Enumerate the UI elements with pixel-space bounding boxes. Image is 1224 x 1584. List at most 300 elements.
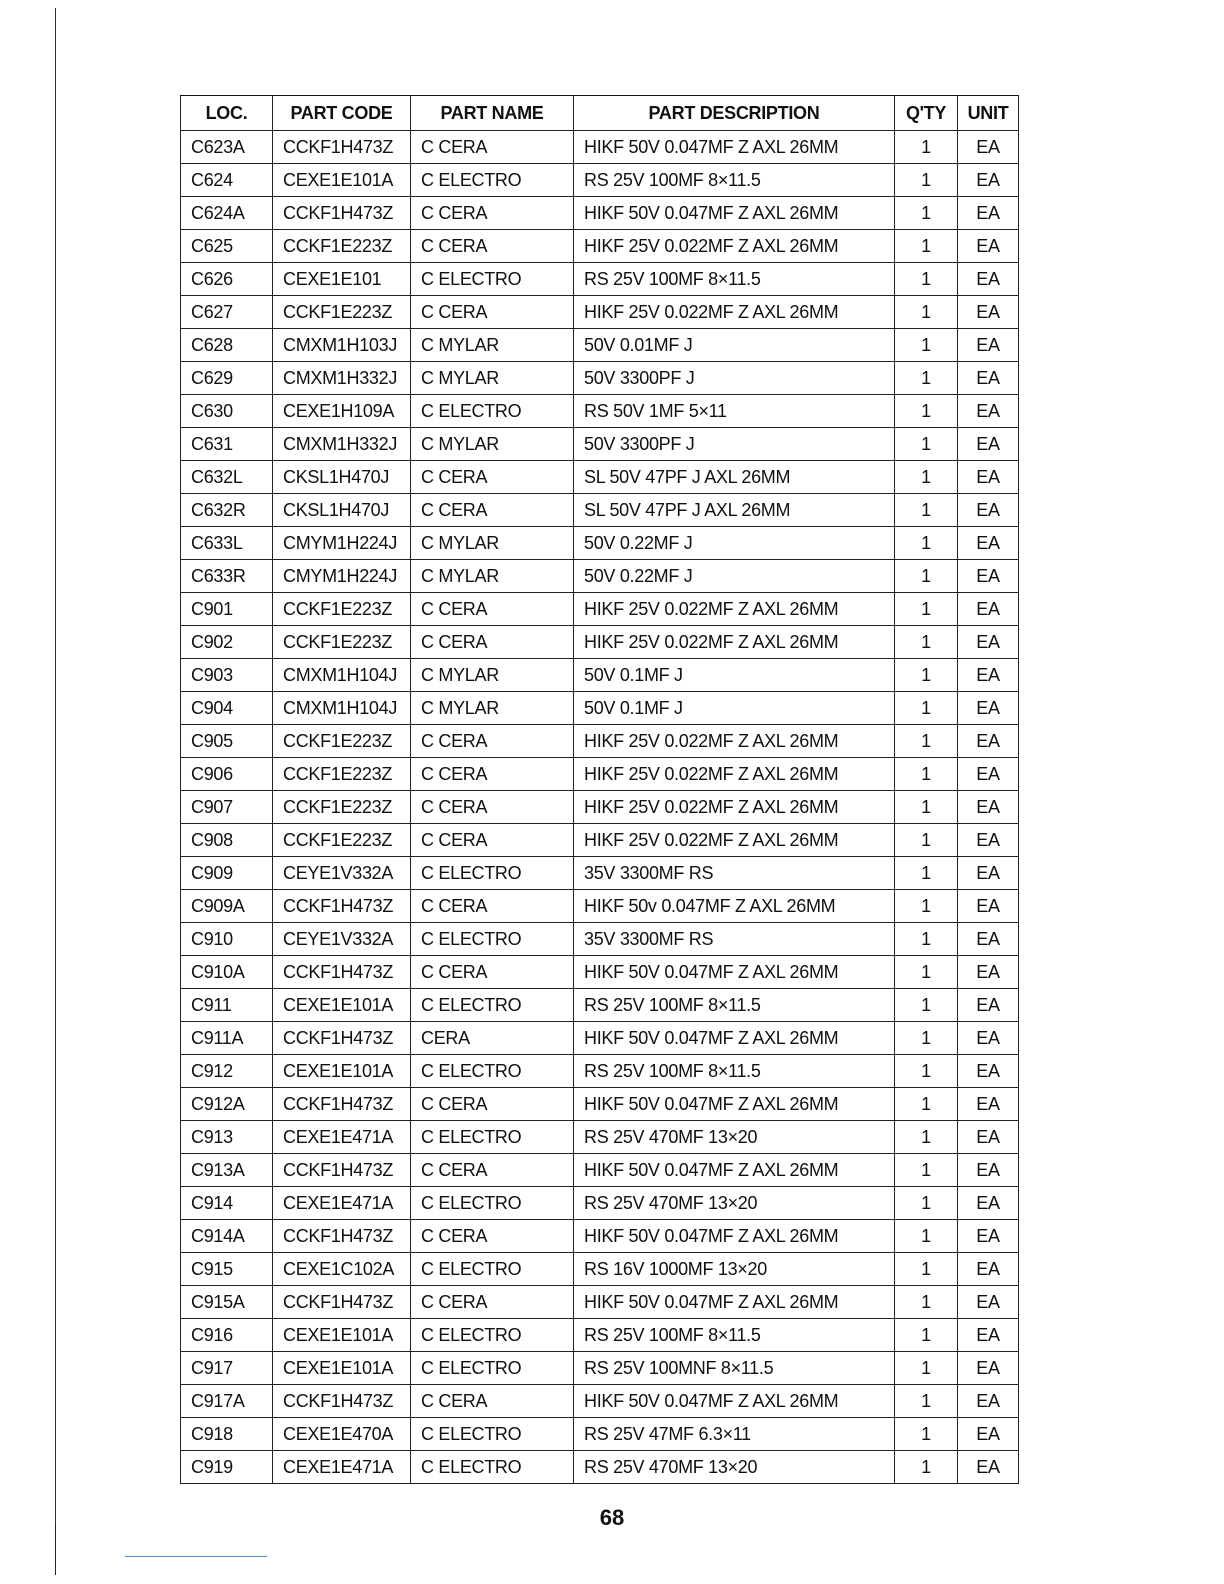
cell-loc: C909	[181, 857, 273, 890]
header-part-name: PART NAME	[411, 96, 574, 131]
cell-qty: 1	[895, 230, 958, 263]
cell-part-name: C CERA	[411, 296, 574, 329]
cell-part-description: HIKF 50V 0.047MF Z AXL 26MM	[574, 1220, 895, 1253]
table-row	[181, 1187, 1019, 1220]
cell-part-code: CEXE1E101A	[273, 1319, 411, 1352]
table-row	[181, 197, 1019, 230]
cell-loc: C917A	[181, 1385, 273, 1418]
cell-part-description: HIKF 50V 0.047MF Z AXL 26MM	[574, 1022, 895, 1055]
cell-part-description: 50V 0.22MF J	[574, 527, 895, 560]
cell-part-code: CMYM1H224J	[273, 527, 411, 560]
cell-part-code: CCKF1E223Z	[273, 230, 411, 263]
cell-part-name: C CERA	[411, 461, 574, 494]
cell-unit: EA	[958, 1418, 1019, 1451]
header-part-code: PART CODE	[273, 96, 411, 131]
cell-qty: 1	[895, 692, 958, 725]
cell-unit: EA	[958, 197, 1019, 230]
cell-unit: EA	[958, 626, 1019, 659]
cell-part-name: C ELECTRO	[411, 1121, 574, 1154]
cell-part-description: RS 25V 100MF 8×11.5	[574, 164, 895, 197]
table-row	[181, 494, 1019, 527]
cell-qty: 1	[895, 890, 958, 923]
cell-qty: 1	[895, 1187, 958, 1220]
table-row	[181, 1121, 1019, 1154]
cell-part-name: C ELECTRO	[411, 1187, 574, 1220]
cell-loc: C630	[181, 395, 273, 428]
table-row	[181, 923, 1019, 956]
table-row	[181, 1022, 1019, 1055]
cell-part-name: C ELECTRO	[411, 263, 574, 296]
cell-unit: EA	[958, 791, 1019, 824]
cell-part-description: HIKF 50V 0.047MF Z AXL 26MM	[574, 1154, 895, 1187]
cell-loc: C901	[181, 593, 273, 626]
cell-qty: 1	[895, 362, 958, 395]
cell-loc: C911A	[181, 1022, 273, 1055]
table-row	[181, 1418, 1019, 1451]
cell-part-description: RS 25V 100MF 8×11.5	[574, 263, 895, 296]
cell-qty: 1	[895, 1286, 958, 1319]
cell-part-name: C CERA	[411, 824, 574, 857]
cell-part-description: RS 25V 470MF 13×20	[574, 1451, 895, 1484]
cell-part-name: C CERA	[411, 1088, 574, 1121]
cell-unit: EA	[958, 131, 1019, 164]
cell-qty: 1	[895, 593, 958, 626]
cell-unit: EA	[958, 230, 1019, 263]
cell-qty: 1	[895, 329, 958, 362]
cell-part-code: CEXE1E101A	[273, 1055, 411, 1088]
cell-unit: EA	[958, 1187, 1019, 1220]
cell-part-name: C CERA	[411, 626, 574, 659]
cell-loc: C919	[181, 1451, 273, 1484]
cell-part-name: C CERA	[411, 1385, 574, 1418]
cell-loc: C627	[181, 296, 273, 329]
cell-part-code: CEXE1E471A	[273, 1187, 411, 1220]
cell-unit: EA	[958, 1319, 1019, 1352]
cell-qty: 1	[895, 1451, 958, 1484]
cell-part-description: HIKF 50V 0.047MF Z AXL 26MM	[574, 1088, 895, 1121]
cell-part-description: HIKF 25V 0.022MF Z AXL 26MM	[574, 296, 895, 329]
cell-part-name: C CERA	[411, 890, 574, 923]
cell-part-code: CCKF1E223Z	[273, 725, 411, 758]
cell-loc: C913	[181, 1121, 273, 1154]
page-number: 68	[599, 1505, 625, 1530]
cell-part-name: C CERA	[411, 131, 574, 164]
cell-loc: C914A	[181, 1220, 273, 1253]
cell-loc: C625	[181, 230, 273, 263]
header-part-description: PART DESCRIPTION	[574, 96, 895, 131]
cell-part-name: C MYLAR	[411, 692, 574, 725]
cell-unit: EA	[958, 1154, 1019, 1187]
cell-qty: 1	[895, 725, 958, 758]
cell-part-name: C CERA	[411, 1220, 574, 1253]
table-row	[181, 758, 1019, 791]
cell-part-name: C CERA	[411, 1154, 574, 1187]
cell-part-code: CCKF1E223Z	[273, 593, 411, 626]
cell-part-code: CEXE1E101A	[273, 1352, 411, 1385]
cell-part-name: C CERA	[411, 758, 574, 791]
cell-loc: C910	[181, 923, 273, 956]
cell-unit: EA	[958, 692, 1019, 725]
cell-part-name: C ELECTRO	[411, 1319, 574, 1352]
cell-part-code: CCKF1H473Z	[273, 956, 411, 989]
cell-unit: EA	[958, 1121, 1019, 1154]
table-row	[181, 956, 1019, 989]
table-row	[181, 593, 1019, 626]
cell-qty: 1	[895, 296, 958, 329]
cell-loc: C633L	[181, 527, 273, 560]
table-row	[181, 1286, 1019, 1319]
cell-loc: C906	[181, 758, 273, 791]
cell-qty: 1	[895, 428, 958, 461]
cell-part-description: HIKF 50V 0.047MF Z AXL 26MM	[574, 197, 895, 230]
binding-margin-line	[55, 8, 56, 1568]
cell-loc: C918	[181, 1418, 273, 1451]
cell-part-description: RS 25V 47MF 6.3×11	[574, 1418, 895, 1451]
table-row	[181, 164, 1019, 197]
cell-unit: EA	[958, 1253, 1019, 1286]
cell-loc: C910A	[181, 956, 273, 989]
cell-unit: EA	[958, 1385, 1019, 1418]
cell-part-description: 50V 3300PF J	[574, 428, 895, 461]
cell-part-description: HIKF 50V 0.047MF Z AXL 26MM	[574, 956, 895, 989]
cell-qty: 1	[895, 263, 958, 296]
cell-part-description: HIKF 25V 0.022MF Z AXL 26MM	[574, 626, 895, 659]
cell-qty: 1	[895, 791, 958, 824]
cell-loc: C624	[181, 164, 273, 197]
table-row	[181, 725, 1019, 758]
cell-qty: 1	[895, 1121, 958, 1154]
table-row	[181, 395, 1019, 428]
cell-part-description: 35V 3300MF RS	[574, 857, 895, 890]
cell-part-code: CCKF1H473Z	[273, 197, 411, 230]
table-row	[181, 131, 1019, 164]
cell-unit: EA	[958, 956, 1019, 989]
cell-qty: 1	[895, 1220, 958, 1253]
cell-unit: EA	[958, 890, 1019, 923]
cell-qty: 1	[895, 1022, 958, 1055]
cell-part-name: C ELECTRO	[411, 1451, 574, 1484]
cell-loc: C629	[181, 362, 273, 395]
header-row	[181, 96, 1019, 131]
cell-unit: EA	[958, 263, 1019, 296]
cell-part-name: CERA	[411, 1022, 574, 1055]
cell-part-code: CCKF1H473Z	[273, 1154, 411, 1187]
table-row	[181, 1352, 1019, 1385]
cell-part-description: RS 25V 100MF 8×11.5	[574, 1319, 895, 1352]
cell-part-code: CEXE1E471A	[273, 1451, 411, 1484]
cell-loc: C632R	[181, 494, 273, 527]
cell-part-name: C MYLAR	[411, 560, 574, 593]
cell-loc: C909A	[181, 890, 273, 923]
cell-part-code: CEYE1V332A	[273, 923, 411, 956]
cell-loc: C915	[181, 1253, 273, 1286]
cell-part-code: CCKF1E223Z	[273, 791, 411, 824]
cell-loc: C905	[181, 725, 273, 758]
cell-part-description: SL 50V 47PF J AXL 26MM	[574, 461, 895, 494]
cell-unit: EA	[958, 923, 1019, 956]
cell-part-code: CMXM1H104J	[273, 659, 411, 692]
cell-loc: C626	[181, 263, 273, 296]
cell-loc: C912	[181, 1055, 273, 1088]
cell-part-name: C ELECTRO	[411, 857, 574, 890]
cell-part-code: CCKF1H473Z	[273, 890, 411, 923]
cell-part-description: 50V 0.22MF J	[574, 560, 895, 593]
cell-qty: 1	[895, 989, 958, 1022]
cell-qty: 1	[895, 131, 958, 164]
cell-unit: EA	[958, 560, 1019, 593]
cell-unit: EA	[958, 1088, 1019, 1121]
cell-part-code: CEXE1H109A	[273, 395, 411, 428]
cell-qty: 1	[895, 560, 958, 593]
cell-loc: C917	[181, 1352, 273, 1385]
cell-part-description: HIKF 50V 0.047MF Z AXL 26MM	[574, 131, 895, 164]
cell-unit: EA	[958, 362, 1019, 395]
cell-part-description: 50V 0.01MF J	[574, 329, 895, 362]
cell-part-description: HIKF 25V 0.022MF Z AXL 26MM	[574, 725, 895, 758]
cell-part-code: CCKF1E223Z	[273, 824, 411, 857]
cell-part-code: CMXM1H103J	[273, 329, 411, 362]
cell-part-name: C ELECTRO	[411, 1352, 574, 1385]
cell-qty: 1	[895, 164, 958, 197]
cell-unit: EA	[958, 1220, 1019, 1253]
cell-part-code: CCKF1H473Z	[273, 1385, 411, 1418]
cell-part-name: C CERA	[411, 725, 574, 758]
cell-unit: EA	[958, 527, 1019, 560]
cell-part-code: CEXE1E471A	[273, 1121, 411, 1154]
cell-qty: 1	[895, 956, 958, 989]
cell-part-name: C ELECTRO	[411, 395, 574, 428]
cell-part-description: SL 50V 47PF J AXL 26MM	[574, 494, 895, 527]
cell-part-name: C CERA	[411, 230, 574, 263]
cell-qty: 1	[895, 1055, 958, 1088]
table-row	[181, 626, 1019, 659]
cell-part-code: CEXE1E101A	[273, 164, 411, 197]
cell-qty: 1	[895, 1319, 958, 1352]
cell-loc: C916	[181, 1319, 273, 1352]
cell-loc: C633R	[181, 560, 273, 593]
cell-part-description: RS 25V 100MNF 8×11.5	[574, 1352, 895, 1385]
cell-part-description: HIKF 50V 0.047MF Z AXL 26MM	[574, 1286, 895, 1319]
table-row	[181, 890, 1019, 923]
cell-loc: C631	[181, 428, 273, 461]
cell-part-description: HIKF 25V 0.022MF Z AXL 26MM	[574, 824, 895, 857]
table-row	[181, 230, 1019, 263]
cell-part-description: RS 50V 1MF 5×11	[574, 395, 895, 428]
cell-part-name: C CERA	[411, 956, 574, 989]
table-row	[181, 560, 1019, 593]
cell-unit: EA	[958, 164, 1019, 197]
cell-unit: EA	[958, 1055, 1019, 1088]
table-row	[181, 263, 1019, 296]
cell-qty: 1	[895, 527, 958, 560]
cell-part-code: CMXM1H332J	[273, 428, 411, 461]
table-row	[181, 428, 1019, 461]
cell-qty: 1	[895, 758, 958, 791]
cell-part-name: C CERA	[411, 791, 574, 824]
cell-part-code: CCKF1H473Z	[273, 1220, 411, 1253]
cell-qty: 1	[895, 1418, 958, 1451]
table-row	[181, 692, 1019, 725]
table-row	[181, 296, 1019, 329]
cell-part-name: C ELECTRO	[411, 1055, 574, 1088]
cell-part-description: HIKF 25V 0.022MF Z AXL 26MM	[574, 791, 895, 824]
cell-part-description: HIKF 25V 0.022MF Z AXL 26MM	[574, 230, 895, 263]
cell-qty: 1	[895, 1088, 958, 1121]
cell-part-name: C MYLAR	[411, 659, 574, 692]
cell-unit: EA	[958, 1022, 1019, 1055]
cell-loc: C628	[181, 329, 273, 362]
table-row	[181, 791, 1019, 824]
cell-part-code: CCKF1H473Z	[273, 1088, 411, 1121]
table-header	[181, 96, 1019, 131]
cell-part-code: CEXE1E470A	[273, 1418, 411, 1451]
cell-part-name: C MYLAR	[411, 428, 574, 461]
cell-unit: EA	[958, 659, 1019, 692]
cell-part-code: CMYM1H224J	[273, 560, 411, 593]
header-loc: LOC.	[181, 96, 273, 131]
cell-part-code: CKSL1H470J	[273, 494, 411, 527]
cell-part-code: CCKF1H473Z	[273, 131, 411, 164]
cell-part-code: CEXE1E101A	[273, 989, 411, 1022]
cell-part-code: CMXM1H332J	[273, 362, 411, 395]
table-row	[181, 461, 1019, 494]
cell-qty: 1	[895, 1385, 958, 1418]
table-row	[181, 1220, 1019, 1253]
cell-unit: EA	[958, 428, 1019, 461]
table-row	[181, 1253, 1019, 1286]
cell-qty: 1	[895, 923, 958, 956]
cell-part-name: C MYLAR	[411, 527, 574, 560]
cell-qty: 1	[895, 1154, 958, 1187]
cell-loc: C908	[181, 824, 273, 857]
cell-part-name: C MYLAR	[411, 362, 574, 395]
header-unit: UNIT	[958, 96, 1019, 131]
cell-part-name: C ELECTRO	[411, 989, 574, 1022]
cell-unit: EA	[958, 725, 1019, 758]
cell-part-code: CCKF1E223Z	[273, 626, 411, 659]
table-row	[181, 824, 1019, 857]
cell-loc: C913A	[181, 1154, 273, 1187]
table-row	[181, 362, 1019, 395]
header-qty: Q'TY	[895, 96, 958, 131]
cell-part-description: HIKF 50v 0.047MF Z AXL 26MM	[574, 890, 895, 923]
cell-qty: 1	[895, 494, 958, 527]
cell-part-description: 35V 3300MF RS	[574, 923, 895, 956]
parts-list-table	[180, 95, 1019, 1484]
cell-part-code: CCKF1H473Z	[273, 1022, 411, 1055]
cell-qty: 1	[895, 461, 958, 494]
cell-unit: EA	[958, 329, 1019, 362]
cell-part-code: CMXM1H104J	[273, 692, 411, 725]
cell-qty: 1	[895, 1352, 958, 1385]
cell-part-code: CEXE1E101	[273, 263, 411, 296]
cell-unit: EA	[958, 1286, 1019, 1319]
table-row	[181, 857, 1019, 890]
table-row	[181, 659, 1019, 692]
cell-part-code: CCKF1H473Z	[273, 1286, 411, 1319]
cell-unit: EA	[958, 824, 1019, 857]
cell-loc: C907	[181, 791, 273, 824]
cell-unit: EA	[958, 395, 1019, 428]
cell-qty: 1	[895, 659, 958, 692]
cell-unit: EA	[958, 1352, 1019, 1385]
cell-qty: 1	[895, 197, 958, 230]
cell-part-name: C CERA	[411, 494, 574, 527]
cell-part-name: C CERA	[411, 593, 574, 626]
cell-part-description: HIKF 50V 0.047MF Z AXL 26MM	[574, 1385, 895, 1418]
cell-part-code: CCKF1E223Z	[273, 758, 411, 791]
cell-loc: C904	[181, 692, 273, 725]
cell-qty: 1	[895, 824, 958, 857]
cell-part-code: CKSL1H470J	[273, 461, 411, 494]
cell-part-code: CEXE1C102A	[273, 1253, 411, 1286]
cell-unit: EA	[958, 857, 1019, 890]
cell-unit: EA	[958, 593, 1019, 626]
cell-part-name: C ELECTRO	[411, 923, 574, 956]
cell-part-description: RS 25V 470MF 13×20	[574, 1187, 895, 1220]
footer-link-underline	[125, 1556, 267, 1557]
cell-loc: C624A	[181, 197, 273, 230]
cell-part-name: C ELECTRO	[411, 1253, 574, 1286]
cell-loc: C632L	[181, 461, 273, 494]
table-row	[181, 1385, 1019, 1418]
cell-part-name: C MYLAR	[411, 329, 574, 362]
cell-part-description: HIKF 25V 0.022MF Z AXL 26MM	[574, 593, 895, 626]
table-row	[181, 329, 1019, 362]
cell-unit: EA	[958, 758, 1019, 791]
cell-loc: C623A	[181, 131, 273, 164]
cell-part-name: C ELECTRO	[411, 1418, 574, 1451]
table-row	[181, 1055, 1019, 1088]
cell-loc: C902	[181, 626, 273, 659]
cell-unit: EA	[958, 1451, 1019, 1484]
table-row	[181, 1088, 1019, 1121]
cell-part-description: 50V 0.1MF J	[574, 692, 895, 725]
cell-part-description: RS 16V 1000MF 13×20	[574, 1253, 895, 1286]
table-row	[181, 1154, 1019, 1187]
table-row	[181, 527, 1019, 560]
cell-unit: EA	[958, 494, 1019, 527]
cell-part-name: C ELECTRO	[411, 164, 574, 197]
cell-part-description: RS 25V 100MF 8×11.5	[574, 1055, 895, 1088]
table-row	[181, 1319, 1019, 1352]
table-row	[181, 989, 1019, 1022]
cell-part-name: C CERA	[411, 1286, 574, 1319]
cell-part-description: RS 25V 470MF 13×20	[574, 1121, 895, 1154]
cell-part-description: RS 25V 100MF 8×11.5	[574, 989, 895, 1022]
cell-qty: 1	[895, 395, 958, 428]
table-row	[181, 1451, 1019, 1484]
cell-loc: C914	[181, 1187, 273, 1220]
cell-part-name: C CERA	[411, 197, 574, 230]
cell-qty: 1	[895, 857, 958, 890]
cell-qty: 1	[895, 1253, 958, 1286]
cell-loc: C903	[181, 659, 273, 692]
cell-unit: EA	[958, 461, 1019, 494]
cell-loc: C912A	[181, 1088, 273, 1121]
cell-qty: 1	[895, 626, 958, 659]
cell-part-code: CEYE1V332A	[273, 857, 411, 890]
binding-margin-tick	[55, 1525, 56, 1575]
cell-part-code: CCKF1E223Z	[273, 296, 411, 329]
cell-loc: C911	[181, 989, 273, 1022]
cell-unit: EA	[958, 989, 1019, 1022]
cell-part-description: 50V 3300PF J	[574, 362, 895, 395]
table-body	[181, 131, 1019, 1484]
cell-unit: EA	[958, 296, 1019, 329]
cell-part-description: HIKF 25V 0.022MF Z AXL 26MM	[574, 758, 895, 791]
cell-loc: C915A	[181, 1286, 273, 1319]
